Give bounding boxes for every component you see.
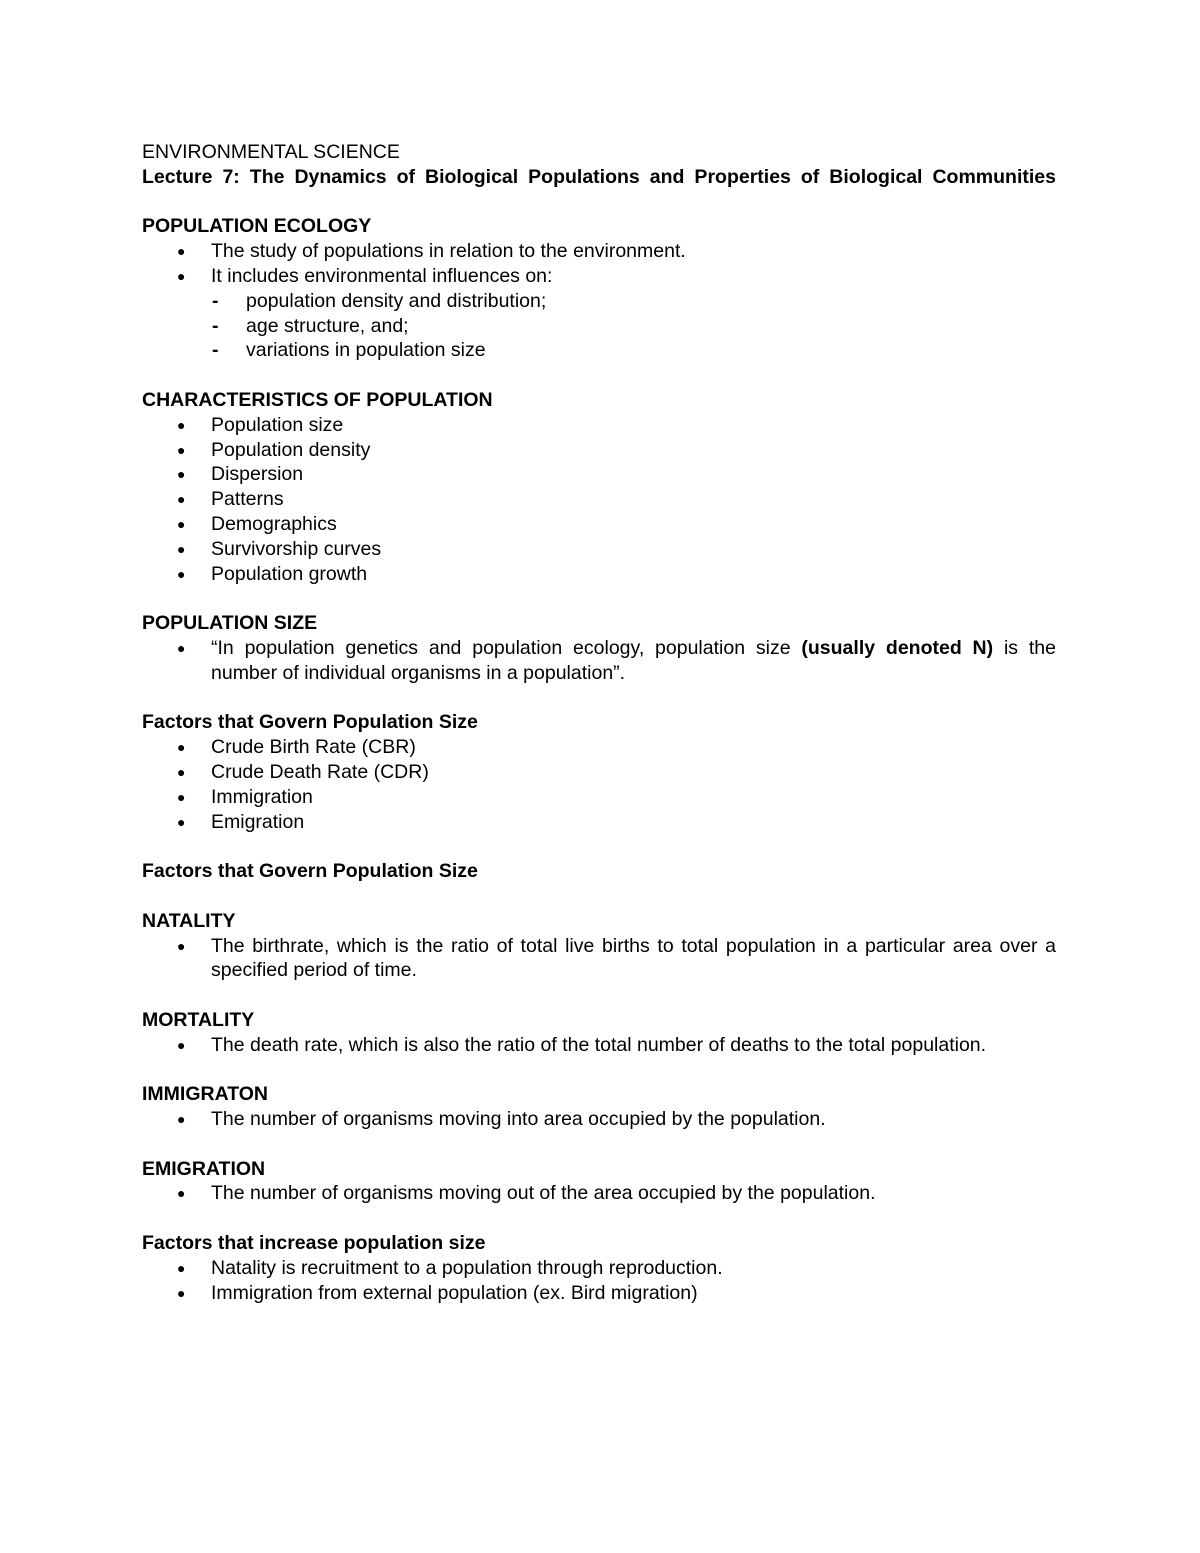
bullet-dot-icon: ● bbox=[177, 763, 186, 780]
section-heading: MORTALITY bbox=[142, 1008, 255, 1031]
list-item: ● Population size bbox=[177, 413, 344, 436]
section-heading: Factors that Govern Population Size bbox=[142, 711, 478, 734]
section-natality bbox=[142, 909, 1056, 983]
list-item: ● Immigration bbox=[177, 785, 313, 808]
bullet-dot-icon: ● bbox=[177, 1185, 186, 1202]
list-item: ● Population growth bbox=[177, 562, 368, 585]
list-item: ● The birthrate, which is the ratio of total live births to total population in a particular area over a specified period of time. bbox=[177, 934, 1056, 982]
list-item: - variations in population size bbox=[212, 339, 486, 362]
list-item: ● Crude Death Rate (CDR) bbox=[177, 760, 429, 783]
list-item bbox=[142, 636, 1056, 686]
list-item: - age structure, and; bbox=[212, 314, 409, 337]
section-heading: POPULATION ECOLOGY bbox=[142, 215, 372, 238]
list-item: ● Survivorship curves bbox=[177, 537, 382, 560]
list-item: ● Crude Birth Rate (CBR) bbox=[177, 736, 416, 759]
list-item: ● Patterns bbox=[177, 488, 284, 511]
list-item: ● The death rate, which is also the ratio of the total number of deaths to the total population. bbox=[177, 1033, 987, 1056]
section-population-ecology bbox=[142, 214, 1056, 363]
bullet-list bbox=[142, 1033, 1056, 1058]
section-characteristics bbox=[142, 388, 1056, 586]
lecture-title: Lecture 7: The Dynamics of Biological Populations and Properties of Biological Communities bbox=[142, 165, 1056, 188]
bullet-dot-icon: ● bbox=[177, 1284, 186, 1301]
bullet-dot-icon: ● bbox=[177, 813, 186, 830]
list-item: ● The study of populations in relation to the environment. bbox=[177, 240, 686, 263]
bullet-dot-icon: ● bbox=[177, 937, 186, 954]
emphasis-text: (usually denoted N) bbox=[801, 636, 994, 659]
bullet-dot-icon: ● bbox=[177, 739, 186, 756]
dash-icon: - bbox=[212, 339, 219, 362]
bullet-list bbox=[142, 1181, 1056, 1206]
section-immigration bbox=[142, 1082, 1056, 1132]
list-item: ● The number of organisms moving out of the area occupied by the population. bbox=[177, 1182, 876, 1205]
section-population-size bbox=[142, 611, 1056, 685]
dash-icon: - bbox=[212, 289, 219, 312]
section-heading: Factors that increase population size bbox=[142, 1232, 486, 1255]
bullet-dot-icon: ● bbox=[177, 515, 186, 532]
bullet-list bbox=[142, 1107, 1056, 1132]
list-item: ● Dispersion bbox=[177, 463, 304, 486]
dash-list bbox=[142, 289, 1056, 363]
course-title: ENVIRONMENTAL SCIENCE bbox=[142, 141, 400, 163]
bullet-dot-icon: ● bbox=[177, 788, 186, 805]
section-heading: EMIGRATION bbox=[142, 1157, 266, 1180]
bullet-list bbox=[142, 239, 1056, 289]
list-item: ● Population density bbox=[177, 438, 371, 461]
section-factors-increase bbox=[142, 1231, 1056, 1305]
list-item: ● It includes environmental influences on: bbox=[177, 264, 553, 287]
section-heading: POPULATION SIZE bbox=[142, 612, 318, 635]
bullet-list bbox=[142, 636, 1056, 686]
bullet-dot-icon: ● bbox=[177, 466, 186, 483]
list-item: ● Demographics bbox=[177, 512, 337, 535]
section-heading: CHARACTERISTICS OF POPULATION bbox=[142, 388, 493, 411]
list-item: ● Natality is recruitment to a population through reproduction. bbox=[177, 1256, 723, 1279]
bullet-dot-icon: ● bbox=[177, 540, 186, 557]
list-item: - population density and distribution; bbox=[212, 289, 547, 312]
section-heading: NATALITY bbox=[142, 909, 236, 932]
section-mortality bbox=[142, 1008, 1056, 1058]
bullet-dot-icon: ● bbox=[177, 1111, 186, 1128]
list-item: ● Immigration from external population (ex. Bird migration) bbox=[177, 1281, 698, 1304]
bullet-list bbox=[142, 934, 1056, 984]
dash-icon: - bbox=[212, 314, 219, 337]
bullet-list bbox=[142, 413, 1056, 587]
section-factors-govern bbox=[142, 710, 1056, 834]
list-item: ● The number of organisms moving into area occupied by the population. bbox=[177, 1108, 826, 1131]
bullet-dot-icon: ● bbox=[177, 267, 186, 284]
list-item: ● Emigration bbox=[177, 810, 305, 833]
section-heading: Factors that Govern Population Size bbox=[142, 860, 478, 883]
definition-quote: “In population genetics and population ecology, population size (usually denoted N) is the number of individual organisms in a population”. bbox=[211, 636, 1056, 684]
bullet-dot-icon: ● bbox=[177, 491, 186, 508]
bullet-dot-icon: ● bbox=[177, 243, 186, 260]
bullet-dot-icon: ● bbox=[177, 1259, 186, 1276]
bullet-dot-icon: ● bbox=[177, 416, 186, 433]
bullet-dot-icon: ● bbox=[177, 565, 186, 582]
bullet-dot-icon: ● bbox=[177, 1036, 186, 1053]
bullet-list bbox=[142, 1256, 1056, 1306]
bullet-dot-icon: ● bbox=[177, 441, 186, 458]
bullet-dot-icon: ● bbox=[177, 639, 186, 656]
bullet-list bbox=[142, 735, 1056, 834]
section-emigration bbox=[142, 1157, 1056, 1207]
section-heading: IMMIGRATON bbox=[142, 1083, 269, 1106]
document-page bbox=[142, 140, 1056, 1305]
